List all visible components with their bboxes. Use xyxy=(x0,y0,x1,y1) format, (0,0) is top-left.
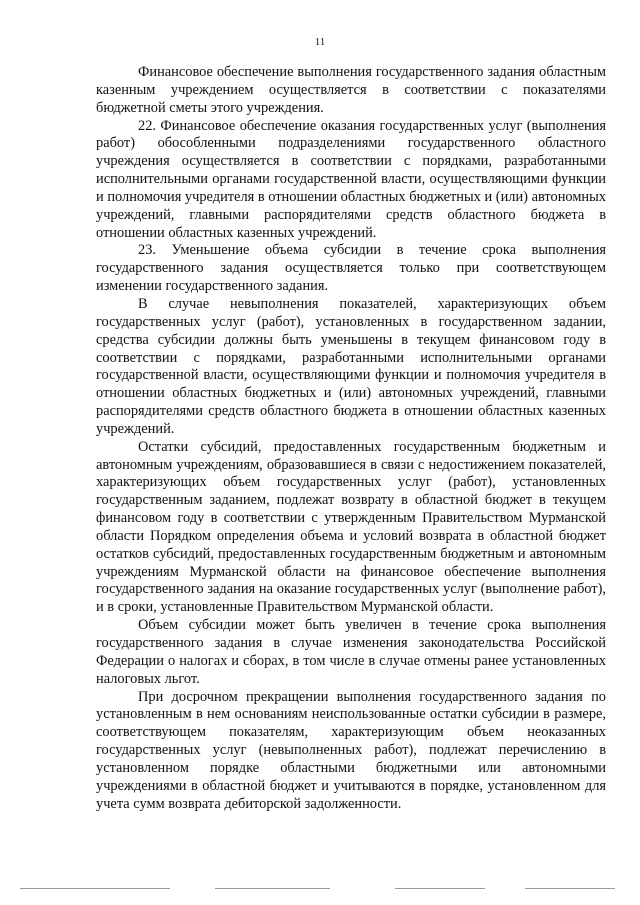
paragraph-budget-estimate: Финансовое обеспечение выполнения государственного задания областным казенным учреждением осуществляется в соответствии с показателями бюджетной сметы этого учреждения. xyxy=(96,64,606,116)
paragraph-23: 23. Уменьшение объема субсидии в течение срока выполнения государственного задания осуществляется только при соответствующем изменении государственного задания. xyxy=(96,242,606,295)
paragraph-reduction: В случае невыполнения показателей, характеризующих объем государственных услуг (работ), установленных в государственном задании, средства субсидии должны быть уменьшены в текущем финансовом году в соответствии с порядками, разработанными исполнительными органами государственной власти, осуществляющими функции и полномочия учредителя в отношении областных бюджетных и (или) автономных учреждений, главными распорядителями средств областного бюджета в отношении областных казенных учреждений. xyxy=(96,295,606,437)
scan-edge-line xyxy=(215,888,330,889)
scan-edge-line xyxy=(525,888,615,889)
body-text xyxy=(96,64,606,813)
paragraph-22: 22. Финансовое обеспечение оказания государственных услуг (выполнения работ) обособленными подразделениями государственного областного учреждения осуществляется в соответствии с порядками, разработанными исполнительными органами государственной власти, осуществляющими функции и полномочия учредителя в отношении областных бюджетных и (или) автономных учреждений, главными распорядителями средств областного бюджета в отношении областных казенных учреждений. xyxy=(96,117,606,241)
paragraph-early-termination: При досрочном прекращении выполнения государственного задания по установленным в нем основаниям неиспользованные остатки субсидии в размере, соответствующем показателям, характеризующим объем неоказанных государственных услуг (невыполненных работ), подлежат перечислению в установленном порядке областными бюджетными или автономными учреждениями в областной бюджет и учитываются в порядке, установленном для учета сумм возврата дебиторской задолженности. xyxy=(96,688,606,812)
paragraph-residuals: Остатки субсидий, предоставленных государственным бюджетным и автономным учреждениям, образовавшиеся в связи с недостижением показателей, характеризующих объем государственных услуг (работ), установленных государственным заданием, подлежат возврату в областной бюджет в текущем финансовом году в соответствии с утвержденным Правительством Мурманской области Порядком определения объема и условий возврата в областной бюджет остатков субсидий, предоставленных государственным бюджетным и автономным учреждениям Мурманской области на финансовое обеспечение выполнения государственного задания на оказание государственных услуг (выполнение работ), и в сроки, установленные Правительством Мурманской области. xyxy=(96,438,606,616)
paragraph-increase: Объем субсидии может быть увеличен в течение срока выполнения государственного задания в случае изменения законодательства Российской Федерации о налогах и сборах, в том числе в случае отмены ранее установленных налоговых льгот. xyxy=(96,617,606,687)
scan-edge-line xyxy=(20,888,170,889)
scan-edge-line xyxy=(395,888,485,889)
page-number: 11 xyxy=(314,36,326,48)
